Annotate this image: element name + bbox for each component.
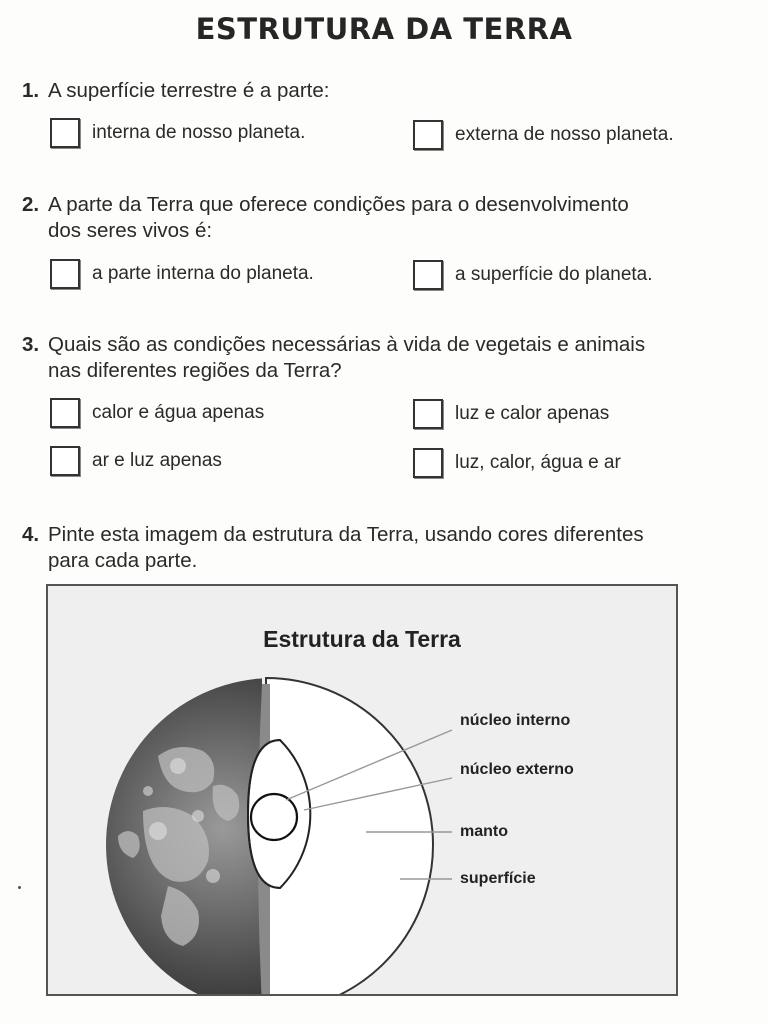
question-4	[22, 522, 742, 574]
option-label: a superfície do planeta.	[455, 264, 653, 285]
page-title: ESTRUTURA DA TERRA	[195, 12, 573, 46]
question-3	[22, 332, 742, 384]
question-1	[22, 78, 742, 104]
figure-title: Estrutura da Terra	[263, 626, 461, 652]
option-label: calor e água apenas	[92, 402, 265, 423]
q2-option-1[interactable]	[50, 259, 314, 289]
q3-option-1[interactable]	[50, 398, 264, 428]
checkbox[interactable]	[50, 259, 80, 289]
q2-option-2[interactable]	[413, 260, 653, 290]
stray-mark	[18, 886, 21, 889]
checkbox[interactable]	[413, 260, 443, 290]
option-label: ar e luz apenas	[92, 450, 222, 471]
question-text: A superfície terrestre é a parte:	[48, 79, 330, 102]
q1-option-2[interactable]	[413, 120, 674, 150]
question-2	[22, 192, 742, 244]
question-number: 2.	[22, 193, 40, 216]
label-outer-core: núcleo externo	[460, 761, 574, 778]
question-text-line2: para cada parte.	[48, 549, 198, 572]
question-number: 4.	[22, 523, 40, 546]
q1-option-1[interactable]	[50, 118, 305, 148]
checkbox[interactable]	[413, 399, 443, 429]
label-inner-core: núcleo interno	[460, 712, 571, 729]
checkbox[interactable]	[50, 118, 80, 148]
checkbox[interactable]	[50, 446, 80, 476]
label-mantle: manto	[460, 823, 508, 840]
label-surface: superfície	[460, 870, 536, 887]
checkbox[interactable]	[413, 448, 443, 478]
q3-option-2[interactable]	[413, 399, 609, 429]
earth-structure-figure	[46, 584, 678, 996]
question-number: 1.	[22, 79, 40, 102]
question-text-line2: dos seres vivos é:	[48, 219, 213, 242]
q3-option-3[interactable]	[50, 446, 222, 476]
earth-diagram	[48, 586, 676, 994]
q3-option-4[interactable]	[413, 448, 621, 478]
question-number: 3.	[22, 333, 40, 356]
question-text: A parte da Terra que oferece condições para o desenvolvimento	[48, 193, 629, 216]
option-label: interna de nosso planeta.	[92, 122, 306, 143]
option-label: luz e calor apenas	[455, 403, 610, 424]
checkbox[interactable]	[413, 120, 443, 150]
question-text: Pinte esta imagem da estrutura da Terra, usando cores diferentes	[48, 523, 644, 546]
question-text-line2: nas diferentes regiões da Terra?	[48, 359, 342, 382]
inner-core	[251, 794, 297, 840]
option-label: luz, calor, água e ar	[455, 452, 621, 473]
checkbox[interactable]	[50, 398, 80, 428]
question-text: Quais são as condições necessárias à vida de vegetais e animais	[48, 333, 646, 356]
option-label: a parte interna do planeta.	[92, 263, 314, 284]
option-label: externa de nosso planeta.	[455, 124, 674, 145]
